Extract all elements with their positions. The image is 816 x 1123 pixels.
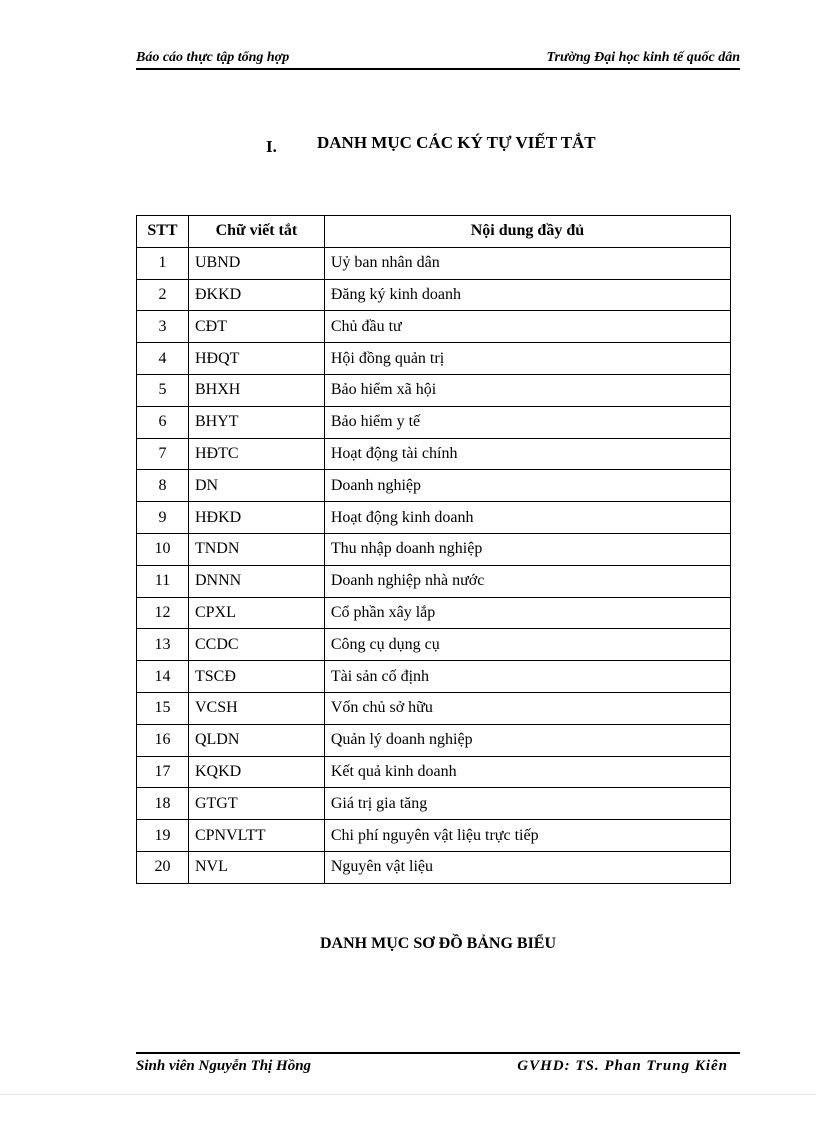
table-row — [137, 597, 731, 629]
table-row — [137, 470, 731, 502]
section-title: DANH MỤC CÁC KÝ TỰ VIẾT TẮT — [317, 133, 596, 152]
header-university: Trường Đại học kinh tế quốc dân — [546, 50, 740, 65]
row-abbreviation: CĐT — [188, 311, 324, 343]
table-row — [137, 438, 731, 470]
column-header-abbreviation: Chữ viết tắt — [188, 216, 324, 248]
row-number: 8 — [137, 470, 189, 502]
row-full-content: Quản lý doanh nghiệp — [324, 724, 730, 756]
row-full-content: Giá trị gia tăng — [324, 788, 730, 820]
row-full-content: Doanh nghiệp nhà nước — [324, 565, 730, 597]
page-header — [136, 50, 740, 70]
row-number: 2 — [137, 279, 189, 311]
row-number: 4 — [137, 343, 189, 375]
row-number: 19 — [137, 820, 189, 852]
row-number: 20 — [137, 851, 189, 883]
row-full-content: Thu nhập doanh nghiệp — [324, 533, 730, 565]
row-abbreviation: DN — [188, 470, 324, 502]
row-number: 3 — [137, 311, 189, 343]
row-full-content: Chủ đầu tư — [324, 311, 730, 343]
row-full-content: Đăng ký kinh doanh — [324, 279, 730, 311]
row-abbreviation: CCDC — [188, 629, 324, 661]
section-heading — [0, 133, 816, 157]
table-row — [137, 565, 731, 597]
row-full-content: Tài sản cố định — [324, 661, 730, 693]
row-full-content: Hội đồng quản trị — [324, 343, 730, 375]
table-body — [137, 247, 731, 883]
row-abbreviation: BHYT — [188, 406, 324, 438]
row-number: 14 — [137, 661, 189, 693]
row-number: 17 — [137, 756, 189, 788]
row-abbreviation: UBND — [188, 247, 324, 279]
row-full-content: Chi phí nguyên vật liệu trực tiếp — [324, 820, 730, 852]
row-abbreviation: HĐKD — [188, 502, 324, 534]
row-abbreviation: GTGT — [188, 788, 324, 820]
footer-student: Sinh viên Nguyễn Thị Hồng — [136, 1058, 312, 1074]
row-abbreviation: CPXL — [188, 597, 324, 629]
table-row — [137, 661, 731, 693]
row-number: 18 — [137, 788, 189, 820]
row-number: 11 — [137, 565, 189, 597]
row-number: 1 — [137, 247, 189, 279]
row-full-content: Doanh nghiệp — [324, 470, 730, 502]
row-number: 5 — [137, 374, 189, 406]
row-number: 6 — [137, 406, 189, 438]
section-number: I. — [266, 137, 277, 156]
row-number: 15 — [137, 692, 189, 724]
table-row — [137, 533, 731, 565]
row-full-content: Bảo hiểm xã hội — [324, 374, 730, 406]
row-number: 9 — [137, 502, 189, 534]
row-full-content: Kết quả kinh doanh — [324, 756, 730, 788]
table-row — [137, 311, 731, 343]
row-full-content: Hoạt động tài chính — [324, 438, 730, 470]
row-number: 16 — [137, 724, 189, 756]
table-row — [137, 629, 731, 661]
row-full-content: Bảo hiểm y tế — [324, 406, 730, 438]
table-row — [137, 502, 731, 534]
row-full-content: Cổ phần xây lắp — [324, 597, 730, 629]
row-abbreviation: CPNVLTT — [188, 820, 324, 852]
table-row — [137, 820, 731, 852]
footer-supervisor: GVHD: TS. Phan Trung Kiên — [517, 1058, 728, 1074]
column-header-stt: STT — [137, 216, 189, 248]
row-abbreviation: TSCĐ — [188, 661, 324, 693]
row-number: 13 — [137, 629, 189, 661]
table-row — [137, 406, 731, 438]
diagram-list-heading: DANH MỤC SƠ ĐỒ BẢNG BIỂU — [320, 935, 557, 952]
table-row — [137, 343, 731, 375]
table-row — [137, 374, 731, 406]
table-row — [137, 247, 731, 279]
row-full-content: Uỷ ban nhân dân — [324, 247, 730, 279]
table-row — [137, 756, 731, 788]
row-full-content: Vốn chủ sở hữu — [324, 692, 730, 724]
table-row — [137, 279, 731, 311]
page-footer — [136, 1052, 740, 1078]
row-full-content: Hoạt động kinh doanh — [324, 502, 730, 534]
header-report-title: Báo cáo thực tập tổng hợp — [136, 50, 290, 65]
row-full-content: Công cụ dụng cụ — [324, 629, 730, 661]
column-header-full-content: Nội dung đầy đủ — [324, 216, 730, 248]
row-abbreviation: HĐTC — [188, 438, 324, 470]
row-abbreviation: BHXH — [188, 374, 324, 406]
table-row — [137, 851, 731, 883]
table-header-row — [137, 216, 731, 248]
abbreviation-table — [136, 215, 731, 884]
row-abbreviation: DNNN — [188, 565, 324, 597]
row-abbreviation: HĐQT — [188, 343, 324, 375]
row-abbreviation: NVL — [188, 851, 324, 883]
row-number: 10 — [137, 533, 189, 565]
row-abbreviation: ĐKKD — [188, 279, 324, 311]
row-abbreviation: VCSH — [188, 692, 324, 724]
row-number: 7 — [137, 438, 189, 470]
page-bottom-divider — [0, 1094, 816, 1095]
table-row — [137, 724, 731, 756]
row-number: 12 — [137, 597, 189, 629]
table-row — [137, 692, 731, 724]
row-abbreviation: QLDN — [188, 724, 324, 756]
table-row — [137, 788, 731, 820]
row-full-content: Nguyên vật liệu — [324, 851, 730, 883]
row-abbreviation: TNDN — [188, 533, 324, 565]
row-abbreviation: KQKD — [188, 756, 324, 788]
